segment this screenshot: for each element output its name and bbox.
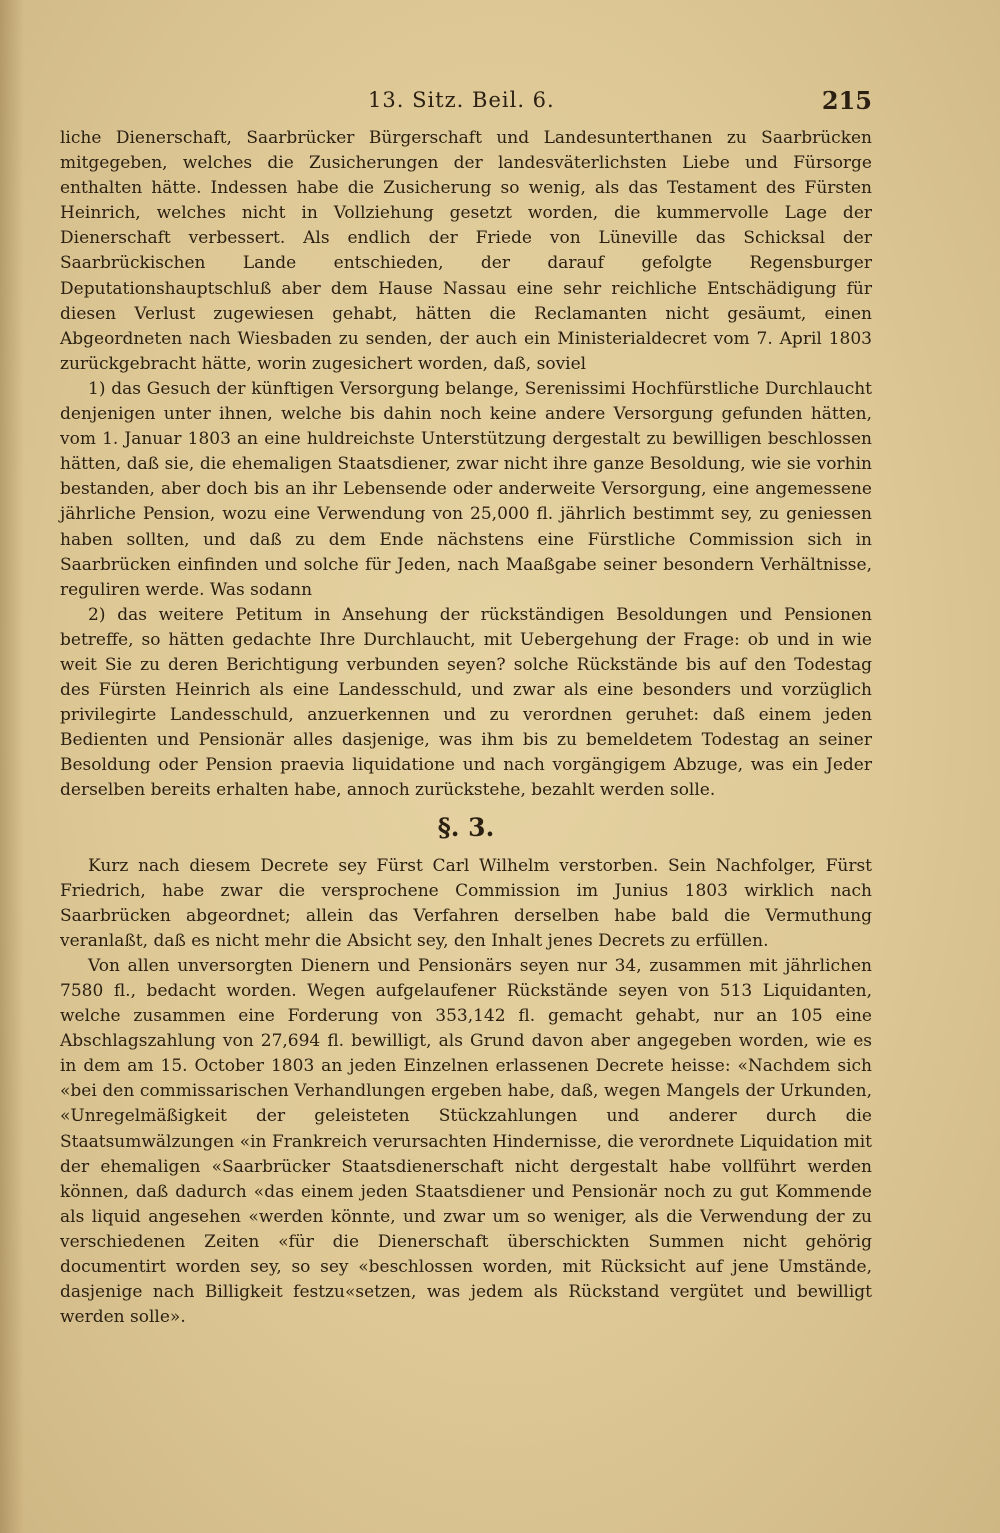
running-head: 13. Sitz. Beil. 6.	[368, 88, 555, 112]
page-body	[60, 126, 872, 1330]
binding-shadow	[0, 0, 24, 1533]
paragraph-item-1: 1) das Gesuch der künftigen Versorgung belange, Serenissimi Hochfürstliche Durchlaucht denjenigen unter ihnen, welche bis dahin noch keine andere Versorgung gefunden hätten, vom 1. Januar 1803 an eine huldreichste Unterstützung dergestalt zu bewilligen beschlossen hätten, daß sie, die ehemaligen Staatsdiener, zwar nicht ihre ganze Besoldung, wie sie vorhin bestanden, aber doch bis an ihr Lebensende oder anderweite Versorgung, eine angemessene jährliche Pension, wozu eine Verwendung von 25,000 fl. jährlich bestimmt sey, zu geniessen haben sollten, und daß zu dem Ende nächstens eine Fürstliche Commission sich in Saarbrücken einfinden und solche für Jeden, nach Maaßgabe seiner besondern Verhältnisse, reguliren werde. Was sodann	[60, 378, 872, 600]
paragraph-continuation: liche Dienerschaft, Saarbrücker Bürgerschaft und Landesunterthanen zu Saarbrücken mitgegeben, welches die Zusicherungen der landesväterlichsten Liebe und Fürsorge enthalten hätte. Indessen habe die Zusicherung so wenig, als das Testament des Fürsten Heinrich, welches nicht in Vollziehung gesetzt worden, die kummervolle Lage der Dienerschaft verbessert. Als endlich der Friede von Lüneville das Schicksal der Saarbrückischen Lande entschieden, der darauf gefolgte Regensburger Deputationshauptschluß aber dem Hause Nassau eine sehr reichliche Entschädigung für diesen Verlust zugewiesen gehabt, hätten die Reclamanten nicht gesäumt, einen Abgeordneten nach Wiesbaden zu senden, der auch ein Ministerialdecret vom 7. April 1803 zurückgebracht hätte, worin zugesichert worden, daß, soviel	[60, 128, 872, 374]
paragraph-item-2: 2) das weitere Petitum in Ansehung der rückständigen Besoldungen und Pensionen betreffe, so hätten gedachte Ihre Durchlaucht, mit Uebergehung der Frage: ob und in wie weit Sie zu deren Berichtigung verbunden seyen? solche Rückstände bis auf den Todestag des Fürsten Heinrich als eine Landesschuld, und zwar als eine besonders und vorzüglich privilegirte Landesschuld, anzuerkennen und zu verordnen geruhet: daß einem jeden Bedienten und Pensionär alles dasjenige, was ihm bis zu bemeldetem Todestag an seiner Besoldung oder Pension praevia liquidatione und nach vorgängigem Abzuge, was ein Jeder derselben bereits erhalten habe, annoch zurückstehe, bezahlt werden solle.	[60, 604, 872, 801]
paragraph-section-3a: Kurz nach diesem Decrete sey Fürst Carl Wilhelm verstorben. Sein Nachfolger, Fürst Friedrich, habe zwar die versprochene Commission im Junius 1803 wirklich nach Saarbrücken abgeordnet; allein das Verfahren derselben habe bald die Vermuthung veranlaßt, daß es nicht mehr die Absicht sey, den Inhalt jenes Decrets zu erfüllen.	[60, 855, 872, 951]
page-header	[60, 84, 872, 124]
page-number: 215	[821, 86, 872, 115]
paragraph-section-3b: Von allen unversorgten Dienern und Pensionärs seyen nur 34, zusammen mit jährlichen 7580 fl., bedacht worden. Wegen aufgelaufener Rückstände seyen von 513 Liquidanten, welche zusammen eine Forderung von 353,142 fl. gemacht gehabt, nur an 105 eine Abschlagszahlung von 27,694 fl. bewilligt, als Grund davon aber angegeben worden, wie es in dem am 15. October 1803 an jeden Einzelnen erlassenen Decrete heisse: «Nachdem sich «bei den commissarischen Verhandlungen ergeben habe, daß, wegen Mangels der Urkunden, «Unregelmäßigkeit der geleisteten Stückzahlungen und anderer durch die Staatsumwälzungen «in Frankreich verursachten Hindernisse, die verordnete Liquidation mit der ehemaligen «Saarbrücker Staatsdienerschaft nicht dergestalt habe vollführt werden können, daß dadurch «das einem jeden Staatsdiener und Pensionär noch zu gut Kommende als liquid angesehen «werden könnte, und zwar um so weniger, als die Verwendung der zu verschiedenen Zeiten «für die Dienerschaft überschickten Summen nicht gehörig documentirt worden sey, so sey «beschlossen worden, mit Rücksicht auf jene Umstände, dasjenige nach Billigkeit festzu«setzen, was jedem als Rückstand vergütet und bewilligt werden solle».	[60, 955, 872, 1328]
section-heading: §. 3.	[437, 812, 495, 842]
